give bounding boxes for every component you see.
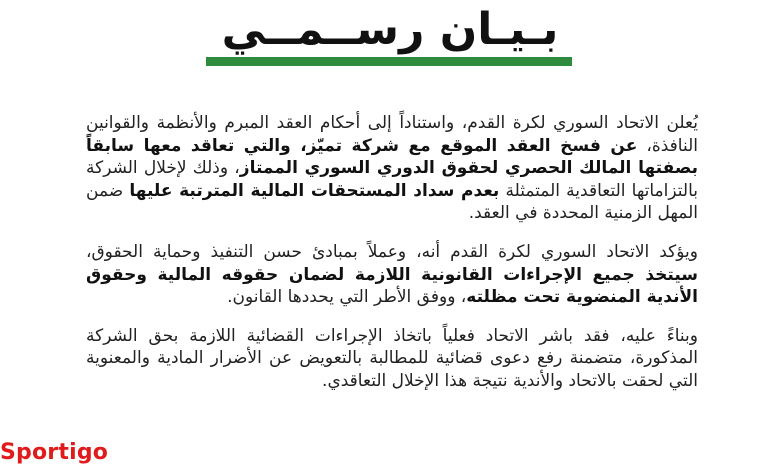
paragraph-1-text-3: ضمن المهل الزمنية المحددة في العقد. <box>86 180 698 224</box>
paragraph-1-bold-2: بعدم سداد المستحقات المالية المترتبة عليها <box>129 180 500 201</box>
paragraph-2 <box>86 241 698 309</box>
header <box>0 0 780 72</box>
sportigo-watermark: Sportigo <box>0 440 109 465</box>
paragraph-1 <box>86 112 698 225</box>
paragraph-1-text-1: يُعلن الاتحاد السوري لكرة القدم، واستناداً إلى أحكام العقد المبرم والأنظمة والقوانين النافذة، <box>86 113 698 156</box>
paragraph-1-bold-1: عن فسخ العقد الموقع مع شركة تميّز، والتي تعاقد معها سابقاً بصفتها المالك الحصري لحقوق الدوري السوري الممتاز <box>86 135 698 179</box>
paragraph-2-text-1: ويؤكد الاتحاد السوري لكرة القدم أنه، وعملاً بمبادئ حسن التنفيذ وحماية الحقوق، <box>86 241 698 262</box>
paragraph-3 <box>86 325 698 393</box>
paragraph-3-text-1: وبناءً عليه، فقد باشر الاتحاد فعلياً باتخاذ الإجراءات القضائية اللازمة بحق الشركة المذكورة، متضمنة رفع دعوى قضائية للمطالبة بالتعويض عن الأضرار المادية والمعنوية التي لحقت بالاتحاد والأندية نتيجة هذا الإخلال التعاقدي. <box>86 325 698 391</box>
paragraph-1-text-2: ، وذلك لإخلال الشركة بالتزاماتها التعاقدية المتمثلة <box>86 158 698 201</box>
paragraph-2-bold-1: سيتخذ جميع الإجراءات القانونية اللازمة لضمان حقوقه المالية وحقوق الأندية المنضوية تحت مظلته <box>86 264 698 308</box>
statement-body <box>86 112 698 393</box>
paragraph-2-text-2: ، ووفق الأطر التي يحددها القانون. <box>227 287 467 308</box>
title-underline <box>206 57 572 66</box>
page-title: بـيـان رســمــي <box>221 4 559 55</box>
